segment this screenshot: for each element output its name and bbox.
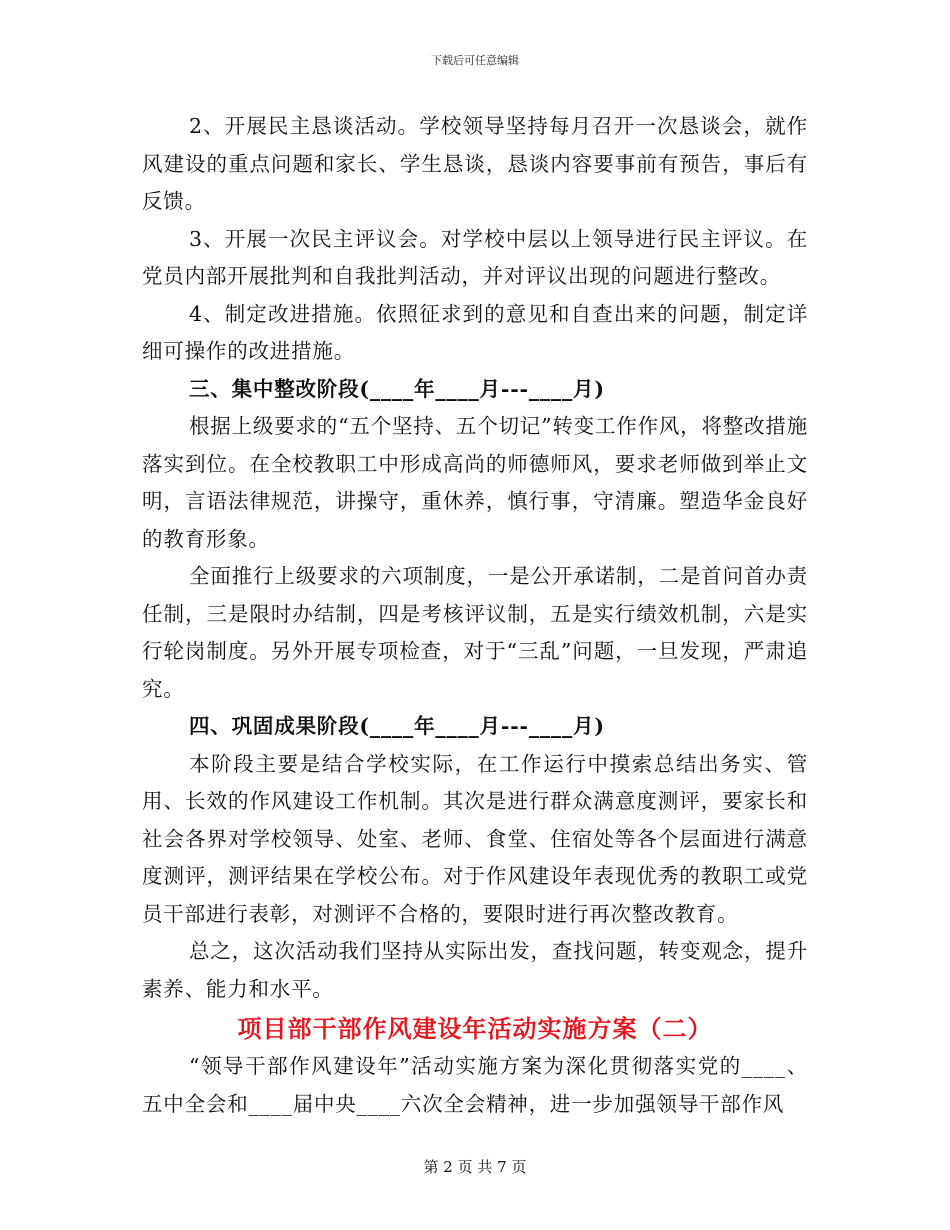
paragraph-intro-2: “领导干部作风建设年”活动实施方案为深化贯彻落实党的____、五中全会和____届中央____六次全会精神，进一步加强领导干部作风 bbox=[142, 1054, 808, 1116]
page-footer: 第 2 页 共 7 页 bbox=[423, 1158, 527, 1176]
paragraph-step-4: 4、制定改进措施。依照征求到的意见和自查出来的问题，制定详细可操作的改进措施。 bbox=[142, 301, 808, 363]
section-heading-4: 四、巩固成果阶段(____年____月---____月) bbox=[189, 714, 605, 738]
paragraph-step-3: 3、开展一次民主评议会。对学校中层以上领导进行民主评议。在党员内部开展批判和自我批判活动，并对评议出现的问题进行整改。 bbox=[142, 226, 808, 288]
paragraph-consolidation: 本阶段主要是结合学校实际，在工作运行中摸索总结出务实、管用、长效的作风建设工作机制。其次是进行群众满意度测评，要家长和社会各界对学校领导、处室、老师、食堂、住宿处等各个层面进行满意度测评，测评结果在学校公布。对于作风建设年表现优秀的教职工或党员干部进行表彰，对测评不合格的，要限时进行再次整改教育。 bbox=[142, 751, 808, 926]
document-title-2: 项目部干部作风建设年活动实施方案（二） bbox=[237, 1014, 713, 1043]
paragraph-rectification-2: 全面推行上级要求的六项制度，一是公开承诺制，二是首问首办责任制，三是限时办结制，四是考核评议制，五是实行绩效机制，六是实行轮岗制度。另外开展专项检查，对于“三乱”问题，一旦发现，严肃追究。 bbox=[142, 564, 808, 701]
document-body bbox=[142, 108, 808, 1123]
page-header: 下载后可任意编辑 bbox=[431, 54, 519, 67]
paragraph-rectification-1: 根据上级要求的“五个坚持、五个切记”转变工作作风，将整改措施落实到位。在全校教职工中形成高尚的师德师风，要求老师做到举止文明，言语法律规范，讲操守，重休养，慎行事，守清廉。塑造华金良好的教育形象。 bbox=[142, 414, 808, 551]
section-heading-3: 三、集中整改阶段(____年____月---____月) bbox=[189, 376, 605, 401]
paragraph-step-2: 2、开展民主恳谈活动。学校领导坚持每月召开一次恳谈会，就作风建设的重点问题和家长、学生恳谈，恳谈内容要事前有预告，事后有反馈。 bbox=[142, 114, 808, 213]
paragraph-summary: 总之，这次活动我们坚持从实际出发，查找问题，转变观念，提升素养、能力和水平。 bbox=[142, 939, 808, 1001]
